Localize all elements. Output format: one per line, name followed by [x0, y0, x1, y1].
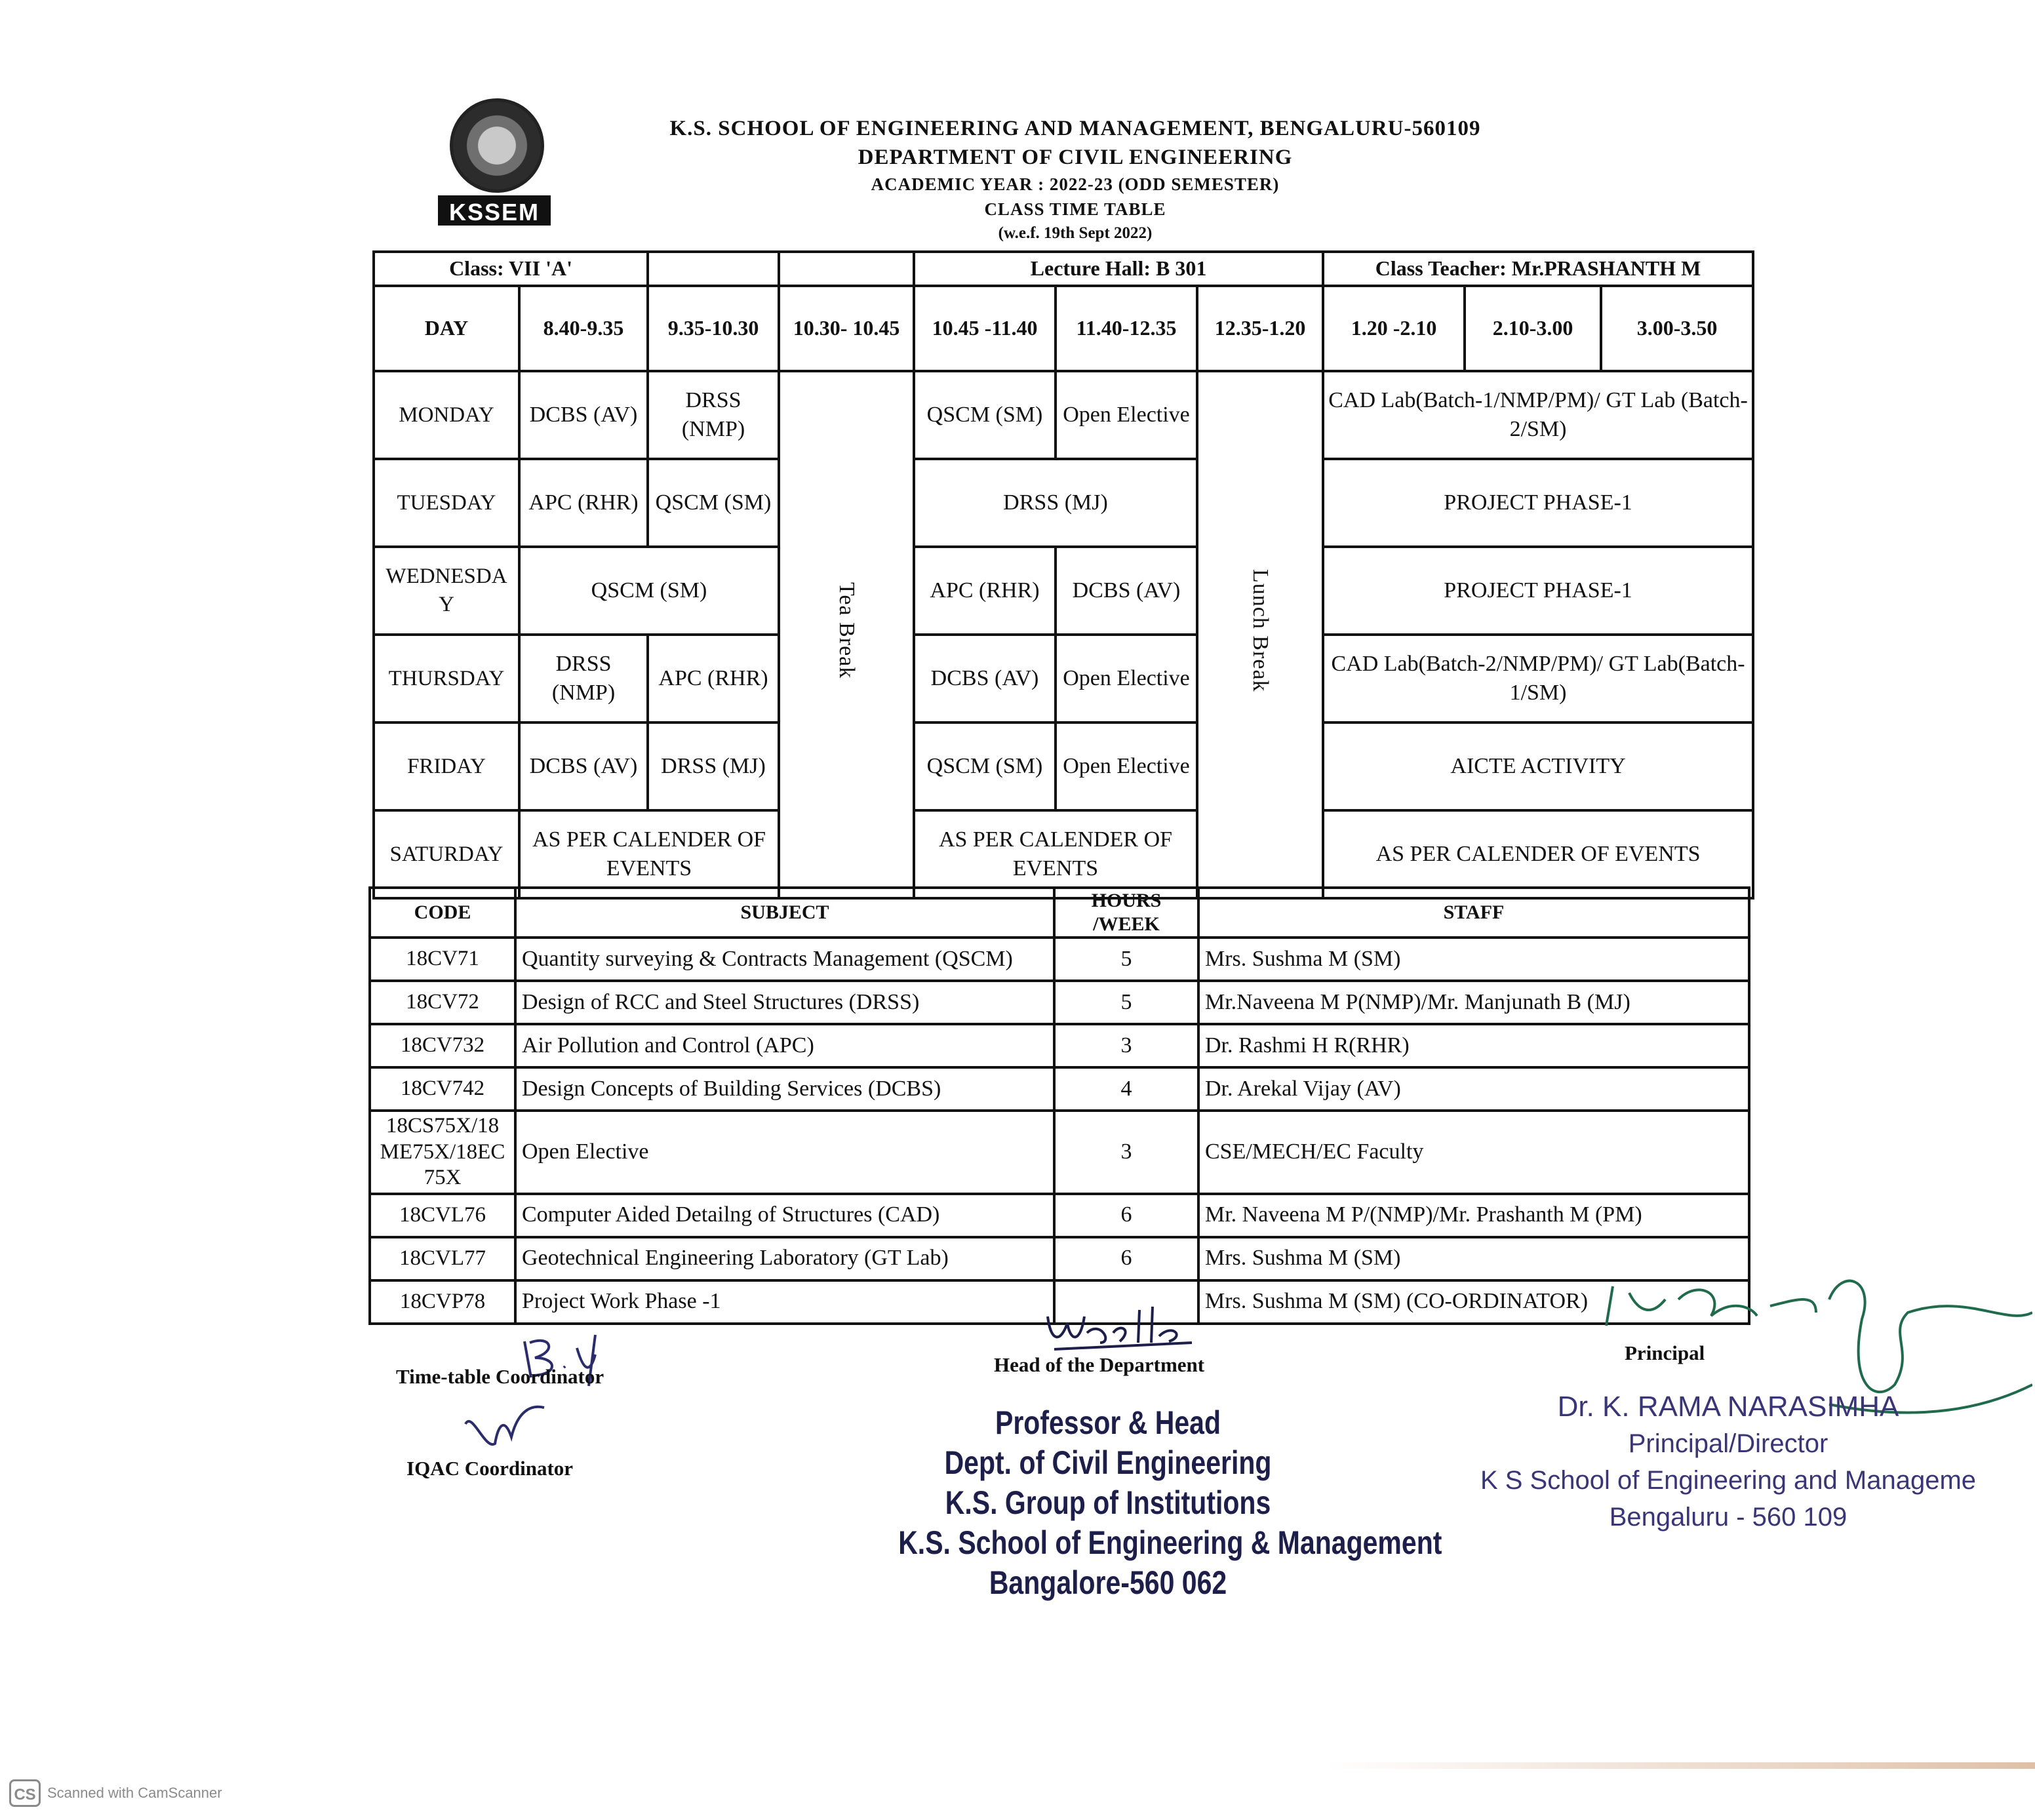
- watermark-text: Scanned with CamScanner: [47, 1785, 222, 1801]
- afternoon-slot: CAD Lab(Batch-1/NMP/PM)/ GT Lab (Batch-2/SM): [1323, 371, 1753, 459]
- subject-code: 18CVP78: [370, 1280, 515, 1324]
- stamp-line: Professor & Head: [995, 1404, 1221, 1441]
- subject-name: Project Work Phase -1: [515, 1280, 1054, 1324]
- stamp-line: Bangalore-560 062: [989, 1564, 1227, 1601]
- subject-name: Geotechnical Engineering Laboratory (GT Lab): [515, 1237, 1054, 1280]
- time-slot: 8.40-9.35: [519, 286, 648, 371]
- subject-code: 18CV742: [370, 1067, 515, 1111]
- class-slot: Open Elective: [1056, 635, 1197, 722]
- day-row-saturday: [374, 810, 1753, 898]
- subject-code: 18CV72: [370, 981, 515, 1024]
- class-label: Class: VII 'A': [374, 252, 648, 286]
- principal-stamp: [1459, 1389, 1997, 1535]
- day-row-thursday: [374, 635, 1753, 722]
- class-slot: DRSS (NMP): [519, 635, 648, 722]
- academic-year: ACADEMIC YEAR : 2022-23 (ODD SEMESTER): [871, 174, 1280, 194]
- table-row: [370, 981, 1749, 1024]
- tea-break-label: Tea Break: [835, 582, 859, 679]
- hours-per-week: 5: [1054, 981, 1198, 1024]
- day-row-tuesday: [374, 459, 1753, 547]
- staff-header: STAFF: [1198, 888, 1749, 938]
- logo-text: KSSEM: [438, 195, 551, 226]
- iqac-signature: [459, 1398, 557, 1457]
- college-emblem-icon: [450, 98, 544, 193]
- staff-name: Dr. Arekal Vijay (AV): [1198, 1067, 1749, 1111]
- principal-label: Principal: [1625, 1341, 1705, 1364]
- stamp-line: K.S. School of Engineering & Management: [898, 1524, 1442, 1561]
- day-label: FRIDAY: [374, 722, 519, 810]
- hod-signature: [1041, 1297, 1205, 1360]
- staff-name: Mrs. Sushma M (SM): [1198, 938, 1749, 981]
- iqac-coordinator-label: IQAC Coordinator: [406, 1457, 574, 1480]
- timetable-coordinator-label: Time-table Coordinator: [396, 1365, 604, 1388]
- hod-label: Head of the Department: [994, 1353, 1205, 1376]
- effective-date: (w.e.f. 19th Sept 2022): [998, 224, 1153, 242]
- class-slot: QSCM (SM): [648, 459, 779, 547]
- time-slot: 1.20 -2.10: [1323, 286, 1465, 371]
- scan-edge: [1324, 1762, 2035, 1769]
- afternoon-slot: PROJECT PHASE-1: [1323, 459, 1753, 547]
- camscanner-logo: CS: [9, 1779, 41, 1807]
- class-slot: DCBS (AV): [1056, 547, 1197, 635]
- time-slot: 10.45 -11.40: [914, 286, 1056, 371]
- day-row-monday: [374, 371, 1753, 459]
- day-label: SATURDAY: [374, 810, 519, 898]
- class-slot: DCBS (AV): [519, 371, 648, 459]
- afternoon-slot: CAD Lab(Batch-2/NMP/PM)/ GT Lab(Batch-1/SM): [1323, 635, 1753, 722]
- class-slot: Open Elective: [1056, 722, 1197, 810]
- lunch-break-label: Lunch Break: [1248, 569, 1273, 692]
- class-slot: QSCM (SM): [519, 547, 779, 635]
- subject-name: Design Concepts of Building Services (DCBS): [515, 1067, 1054, 1111]
- stamp-line: K.S. Group of Institutions: [945, 1484, 1271, 1521]
- time-slot: 3.00-3.50: [1601, 286, 1753, 371]
- day-row-friday: [374, 722, 1753, 810]
- subject-code: 18CV732: [370, 1024, 515, 1067]
- table-row: [370, 1067, 1749, 1111]
- class-slot: DRSS (NMP): [648, 371, 779, 459]
- hours-per-week: 6: [1054, 1194, 1198, 1237]
- table-row: [370, 1111, 1749, 1194]
- staff-name: Dr. Rashmi H R(RHR): [1198, 1024, 1749, 1067]
- lecture-hall-label: Lecture Hall: B 301: [914, 252, 1323, 286]
- lunch-break-cell: [1197, 371, 1323, 898]
- staff-name: Mrs. Sushma M (SM) (CO-ORDINATOR): [1198, 1280, 1749, 1324]
- hours-per-week: 3: [1054, 1024, 1198, 1067]
- time-slot: 10.30- 10.45: [779, 286, 914, 371]
- class-slot: QSCM (SM): [914, 722, 1056, 810]
- table-row: [370, 1024, 1749, 1067]
- afternoon-slot: PROJECT PHASE-1: [1323, 547, 1753, 635]
- time-slot: 9.35-10.30: [648, 286, 779, 371]
- class-slot: AS PER CALENDER OF EVENTS: [519, 810, 779, 898]
- class-slot: AS PER CALENDER OF EVENTS: [914, 810, 1197, 898]
- staff-name: Mr. Naveena M P/(NMP)/Mr. Prashanth M (PM): [1198, 1194, 1749, 1237]
- time-slot: 2.10-3.00: [1465, 286, 1601, 371]
- stamp-line: Dr. K. RAMA NARASIMHA: [1557, 1391, 1899, 1423]
- staff-name: Mrs. Sushma M (SM): [1198, 1237, 1749, 1280]
- class-teacher-label: Class Teacher: Mr.PRASHANTH M: [1323, 252, 1753, 286]
- stamp-line: Dept. of Civil Engineering: [944, 1444, 1272, 1481]
- time-slot-header-row: [374, 286, 1753, 371]
- table-row: [370, 1194, 1749, 1237]
- stamp-line: K S School of Engineering and Manageme: [1480, 1466, 1977, 1495]
- day-header: DAY: [374, 286, 519, 371]
- afternoon-slot: AICTE ACTIVITY: [1323, 722, 1753, 810]
- subject-code: 18CVL76: [370, 1194, 515, 1237]
- class-slot: DRSS (MJ): [648, 722, 779, 810]
- class-slot: DCBS (AV): [914, 635, 1056, 722]
- class-slot: QSCM (SM): [914, 371, 1056, 459]
- table-row: [370, 1237, 1749, 1280]
- document-title: CLASS TIME TABLE: [984, 199, 1166, 219]
- time-slot: 11.40-12.35: [1056, 286, 1197, 371]
- scanner-watermark: [9, 1779, 222, 1807]
- table-row: [370, 938, 1749, 981]
- department-name: DEPARTMENT OF CIVIL ENGINEERING: [858, 146, 1293, 169]
- hod-stamp: [898, 1403, 1442, 1603]
- day-label: THURSDAY: [374, 635, 519, 722]
- subject-code: 18CS75X/18 ME75X/18EC 75X: [370, 1111, 515, 1194]
- subject-name: Air Pollution and Control (APC): [515, 1024, 1054, 1067]
- code-header: CODE: [370, 888, 515, 938]
- blank-cell: [779, 252, 914, 286]
- hours-per-week: 5: [1054, 938, 1198, 981]
- timetable-info-row: [374, 252, 1753, 286]
- subject-name: Open Elective: [515, 1111, 1054, 1194]
- subject-name: Computer Aided Detailng of Structures (CAD): [515, 1194, 1054, 1237]
- class-slot: Open Elective: [1056, 371, 1197, 459]
- day-label: MONDAY: [374, 371, 519, 459]
- stamp-line: Bengaluru - 560 109: [1609, 1503, 1847, 1532]
- staff-name: Mr.Naveena M P(NMP)/Mr. Manjunath B (MJ): [1198, 981, 1749, 1024]
- college-logo: [438, 98, 556, 229]
- day-label: TUESDAY: [374, 459, 519, 547]
- class-slot: DCBS (AV): [519, 722, 648, 810]
- class-slot: APC (RHR): [519, 459, 648, 547]
- hours-per-week: 4: [1054, 1067, 1198, 1111]
- class-slot: APC (RHR): [914, 547, 1056, 635]
- subject-name: Design of RCC and Steel Structures (DRSS): [515, 981, 1054, 1024]
- subject-name: Quantity surveying & Contracts Management (QSCM): [515, 938, 1054, 981]
- day-label: WEDNESDA Y: [374, 547, 519, 635]
- tea-break-cell: [779, 371, 914, 898]
- hours-per-week: 6: [1054, 1237, 1198, 1280]
- subjects-header-row: [370, 888, 1749, 938]
- class-timetable: [372, 250, 1754, 900]
- afternoon-slot: AS PER CALENDER OF EVENTS: [1323, 810, 1753, 898]
- day-row-wednesday: [374, 547, 1753, 635]
- subjects-table: [368, 886, 1750, 1325]
- class-slot: DRSS (MJ): [914, 459, 1197, 547]
- hours-header: HOURS /WEEK: [1054, 888, 1198, 938]
- institution-name: K.S. SCHOOL OF ENGINEERING AND MANAGEMENT, BENGALURU-560109: [669, 117, 1481, 140]
- blank-cell: [648, 252, 779, 286]
- subject-header: SUBJECT: [515, 888, 1054, 938]
- subject-code: 18CV71: [370, 938, 515, 981]
- subject-code: 18CVL77: [370, 1237, 515, 1280]
- stamp-line: Principal/Director: [1628, 1429, 1828, 1458]
- class-slot: APC (RHR): [648, 635, 779, 722]
- staff-name: CSE/MECH/EC Faculty: [1198, 1111, 1749, 1194]
- time-slot: 12.35-1.20: [1197, 286, 1323, 371]
- hours-per-week: 3: [1054, 1111, 1198, 1194]
